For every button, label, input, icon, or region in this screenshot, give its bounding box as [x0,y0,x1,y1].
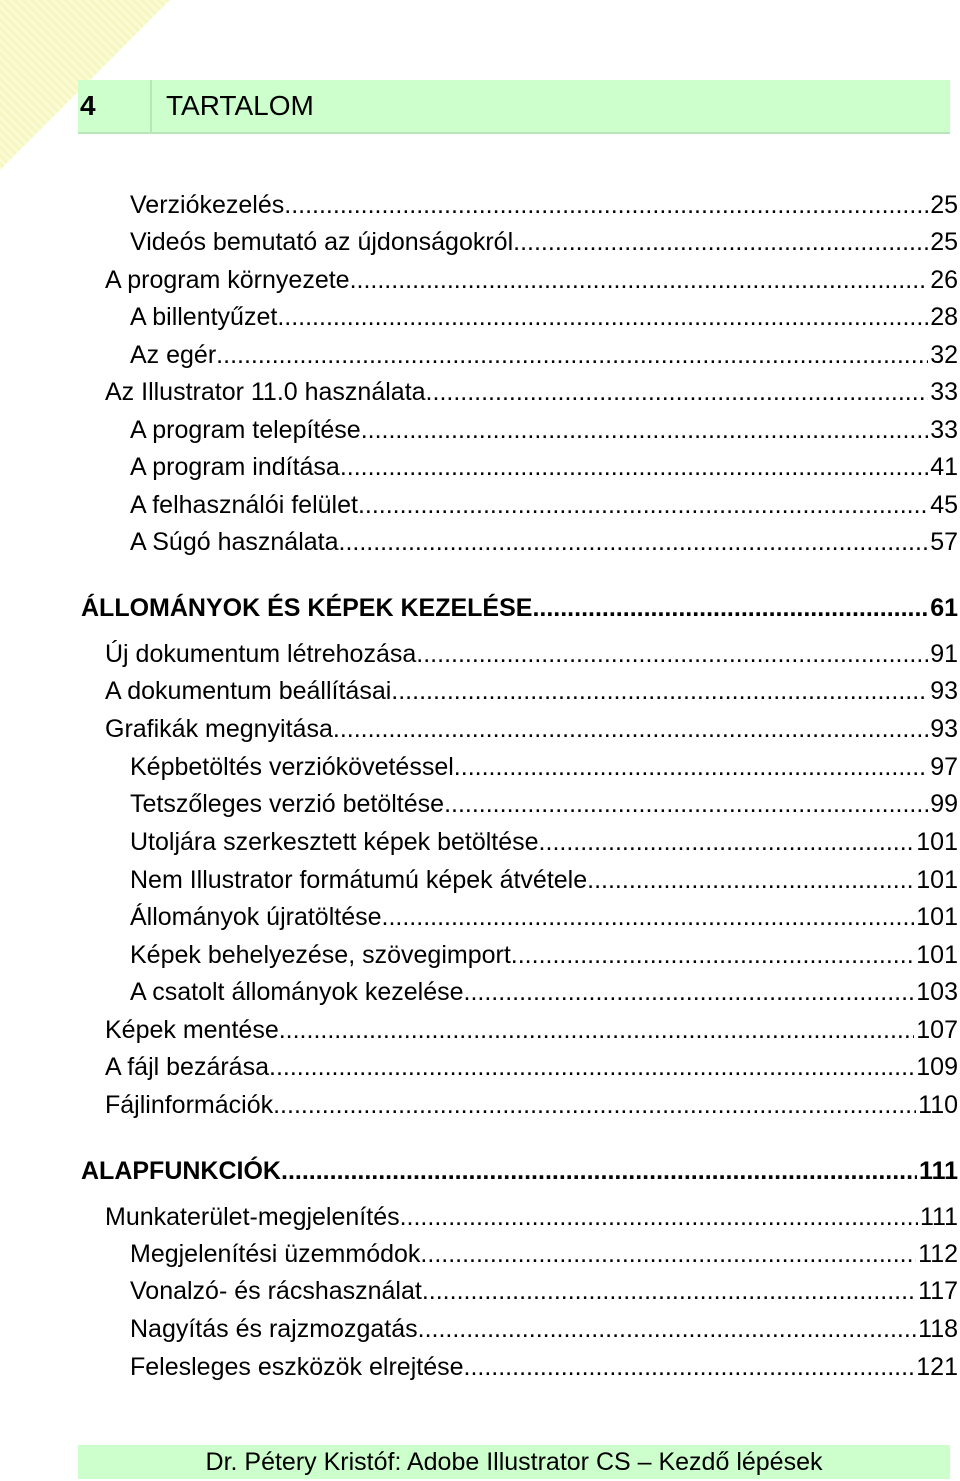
toc-entry[interactable] [105,674,960,708]
toc-entry[interactable] [130,338,960,372]
toc-entry-title: A billentyűzet [130,303,278,331]
toc-entry-page: 111 [919,1157,958,1185]
toc-entry[interactable] [130,938,960,972]
toc-entry-title: A program indítása [130,453,340,481]
toc-entry-title: Tetszőleges verzió betöltése [130,790,445,818]
toc-entry-page: 32 [930,341,958,369]
toc-entry-page: 101 [916,828,958,856]
toc-entry[interactable] [130,1350,960,1384]
toc-entry-title: A program környezete [105,266,350,294]
dot-leader [350,263,929,297]
toc-entry-title: A fájl bezárása [105,1053,269,1081]
toc-entry-title: Képek mentése [105,1016,279,1044]
toc-entry[interactable] [130,1237,960,1271]
toc-entry[interactable] [130,900,960,934]
toc-entry-title: ÁLLOMÁNYOK ÉS KÉPEK KEZELÉSE [81,594,533,622]
toc-entry[interactable] [130,787,960,821]
toc-entry-title: Felesleges eszközök elrejtése [130,1353,464,1381]
toc-entry-page: 117 [918,1277,958,1305]
toc-entry-page: 93 [930,677,958,705]
toc-entry-page: 107 [916,1016,958,1044]
toc-entry-title: Az egér [130,341,217,369]
toc-entry[interactable] [81,1154,960,1188]
toc-entry-page: 101 [916,866,958,894]
dot-leader [333,712,928,746]
dot-leader [281,1154,917,1188]
dot-leader [444,787,928,821]
toc-entry[interactable] [105,1013,960,1047]
chapter-title: TARTALOM [166,90,314,121]
toc-entry-title: Videós bemutató az újdonságokról [130,228,514,256]
toc-entry[interactable] [130,413,960,447]
dot-leader [361,413,928,447]
dot-leader [340,450,928,484]
toc-entry-title: Grafikák megnyitása [105,715,333,743]
toc-entry-page: 109 [916,1053,958,1081]
toc-entry[interactable] [130,750,960,784]
toc-entry-page: 25 [930,191,958,219]
toc-entry-page: 91 [930,640,958,668]
toc-entry[interactable] [130,975,960,1009]
toc-entry[interactable] [81,591,960,625]
dot-leader [426,375,929,409]
toc-entry-page: 26 [930,266,958,294]
toc-entry-page: 99 [930,790,958,818]
dot-leader [422,1274,916,1308]
toc-entry-title: Megjelenítési üzemmódok [130,1240,421,1268]
toc-entry-page: 41 [930,453,958,481]
dot-leader [273,1088,916,1122]
toc-entry-page: 121 [916,1353,958,1381]
toc-entry[interactable] [105,263,960,297]
toc-entry[interactable] [130,863,960,897]
page-footer: Dr. Pétery Kristóf: Adobe Illustrator CS – Kezdő lépések [78,1445,950,1479]
toc-entry-page: 61 [930,594,958,622]
toc-entry-page: 93 [930,715,958,743]
toc-entry-page: 33 [930,416,958,444]
toc-entry-title: A Súgó használata [130,528,339,556]
dot-leader [511,938,915,972]
toc-entry[interactable] [105,1200,960,1234]
toc-entry-page: 101 [916,941,958,969]
toc-entry-title: A csatolt állományok kezelése [130,978,464,1006]
dot-leader [420,1237,916,1271]
dot-leader [284,188,928,222]
toc-entry-title: Verziókezelés [130,191,285,219]
dot-leader [339,525,929,559]
toc-entry[interactable] [130,825,960,859]
toc-entry[interactable] [105,375,960,409]
toc-entry-title: Vonalzó- és rácshasználat [130,1277,422,1305]
dot-leader [277,300,928,334]
toc-entry-title: Képbetöltés verziókövetéssel [130,753,454,781]
dot-leader [464,975,915,1009]
toc-entry[interactable] [105,712,960,746]
dot-leader [587,863,914,897]
toc-entry-page: 110 [918,1091,958,1119]
toc-entry[interactable] [130,225,960,259]
dot-leader [400,1200,918,1234]
toc-entry-title: A felhasználói felület [130,491,358,519]
toc-entry-title: Fájlinformációk [105,1091,274,1119]
toc-entry-page: 33 [930,378,958,406]
dot-leader [279,1013,915,1047]
toc-entry-page: 111 [919,1203,958,1231]
dot-leader [269,1050,914,1084]
toc-entry-title: Nagyítás és rajzmozgatás [130,1315,418,1343]
toc-entry[interactable] [130,450,960,484]
toc-entry-title: Az Illustrator 11.0 használata [105,378,426,406]
toc-entry-title: A program telepítése [130,416,361,444]
dot-leader [532,591,928,625]
toc-entry[interactable] [130,188,960,222]
toc-entry-page: 101 [916,903,958,931]
toc-entry[interactable] [130,488,960,522]
dot-leader [216,338,928,372]
toc-entry-page: 118 [918,1315,958,1343]
toc-entry[interactable] [130,300,960,334]
toc-entry-title: Munkaterület-megjelenítés [105,1203,400,1231]
toc-entry-page: 97 [930,753,958,781]
toc-entry[interactable] [105,637,960,671]
toc-entry-page: 45 [930,491,958,519]
dot-leader [539,825,915,859]
dot-leader [513,225,928,259]
chapter-header [78,80,950,134]
toc-entry-title: Utoljára szerkesztett képek betöltése [130,828,539,856]
toc-entry-title: Új dokumentum létrehozása [105,640,417,668]
dot-leader [382,900,915,934]
toc-entry-page: 112 [918,1240,958,1268]
toc-entry-page: 25 [930,228,958,256]
toc-entry-title: Állományok újratöltése [130,903,382,931]
toc-entry[interactable] [105,1050,960,1084]
toc-entry[interactable] [130,525,960,559]
toc-entry-page: 28 [930,303,958,331]
dot-leader [454,750,928,784]
toc-entry[interactable] [130,1312,960,1346]
chapter-number: 4 [78,80,152,132]
toc-entry-title: ALAPFUNKCIÓK [81,1157,281,1185]
dot-leader [391,674,928,708]
toc-entry-title: Nem Illustrator formátumú képek átvétele [130,866,588,894]
toc-entry[interactable] [130,1274,960,1308]
dot-leader [416,637,928,671]
dot-leader [358,488,928,522]
dot-leader [418,1312,917,1346]
dot-leader [464,1350,915,1384]
toc-entry-title: A dokumentum beállításai [105,677,392,705]
toc-entry-page: 57 [930,528,958,556]
toc-entry-title: Képek behelyezése, szövegimport [130,941,511,969]
toc-entry[interactable] [105,1088,960,1122]
toc-entry-page: 103 [916,978,958,1006]
